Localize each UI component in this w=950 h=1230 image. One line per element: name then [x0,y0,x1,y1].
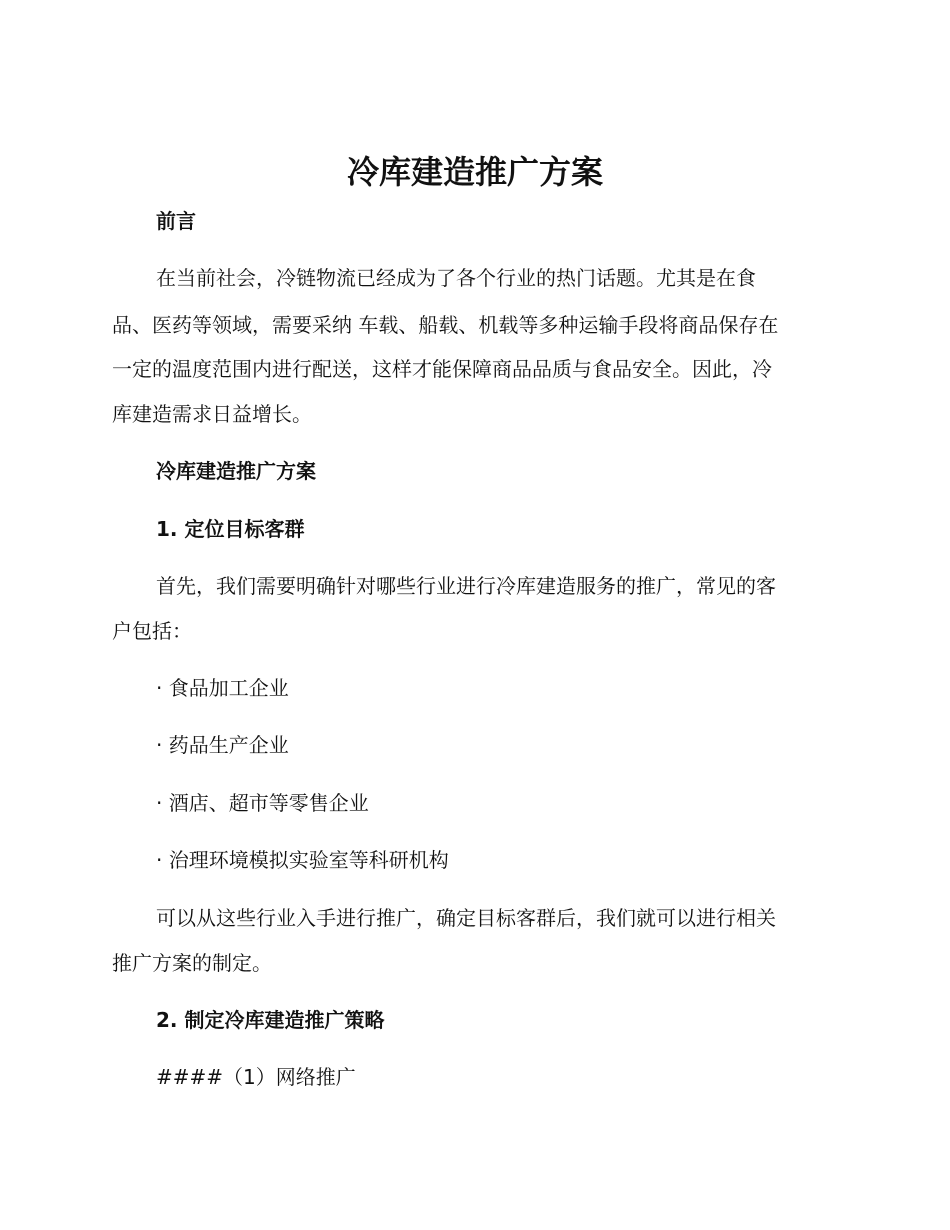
preface-paragraph-line: 品、医药等领域，需要采纳 车载、船载、机载等多种运输手段将商品保存在 [112,313,779,337]
step1-intro-line: 户包括： [112,619,192,643]
step2-heading: 2. 制定冷库建造推广策略 [156,1008,385,1032]
list-item: · 食品加工企业 [156,676,289,700]
step1-heading: 1. 定位目标客群 [156,517,305,541]
list-item: · 治理环境模拟实验室等科研机构 [156,848,449,872]
preface-heading: 前言 [156,209,196,233]
list-item: · 药品生产企业 [156,733,289,757]
preface-paragraph-line: 在当前社会，冷链物流已经成为了各个行业的热门话题。尤其是在食 [156,266,756,290]
step1-outro-line: 推广方案的制定。 [112,951,272,975]
list-item: · 酒店、超市等零售企业 [156,791,369,815]
document-title: 冷库建造推广方案 [346,153,603,191]
step1-outro-line: 可以从这些行业入手进行推广，确定目标客群后，我们就可以进行相关 [156,906,776,930]
step2-subheading: ####（1）网络推广 [156,1065,356,1089]
section-heading: 冷库建造推广方案 [156,459,316,483]
step1-intro-line: 首先，我们需要明确针对哪些行业进行冷库建造服务的推广，常见的客 [156,574,776,598]
preface-paragraph-line: 一定的温度范围内进行配送，这样才能保障商品品质与食品安全。因此，冷 [112,357,772,381]
preface-paragraph-line: 库建造需求日益增长。 [112,402,312,426]
